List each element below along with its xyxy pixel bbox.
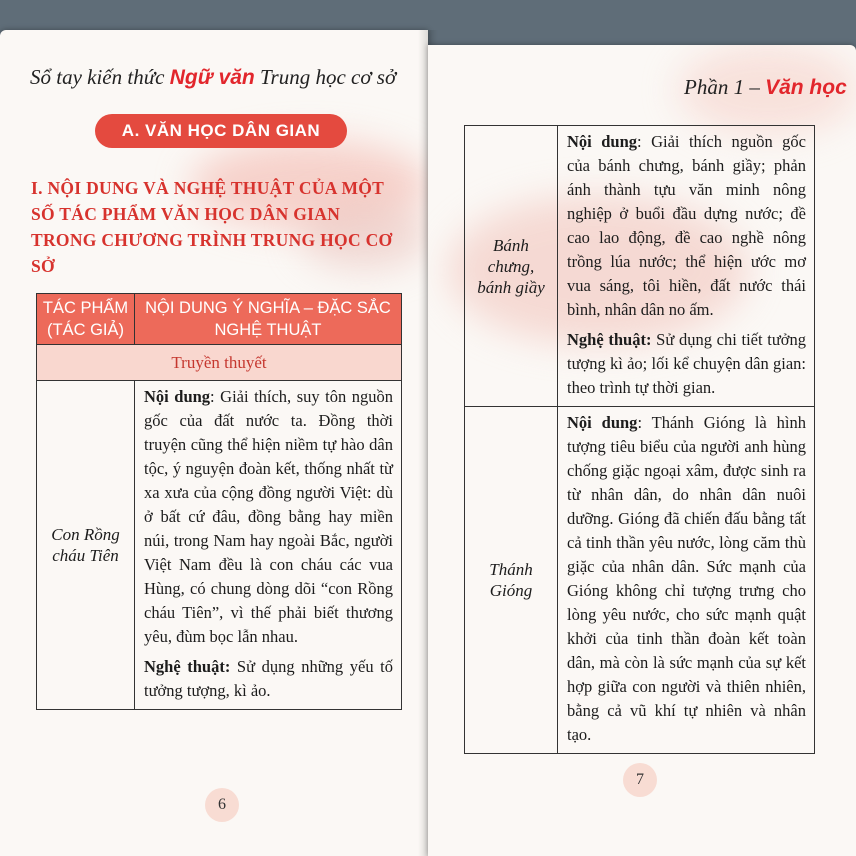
left-page — [0, 30, 428, 856]
work-description: Nội dung: Giải thích nguồn gốc của bánh chưng, bánh giầy; phản ánh thành tựu văn minh nông nghiệp ở buổi đầu dựng nước; đề cao lao động, đề cao nghề nông trồng lúa nước; thể hiện ước mơ vua sáng, tôi hiền, đất nước thái bình, nhân dân no ấm. Nghệ thuật: Sử dụng chi tiết tưởng tượng kì ảo; lối kể chuyện dân gian: theo trình tự thời gian. — [558, 126, 815, 407]
subheading: I. NỘI DUNG VÀ NGHỆ THUẬT CỦA MỘT SỐ TÁC PHẨM VĂN HỌC DÂN GIAN TRONG CHƯƠNG TRÌNH TRUNG HỌC CƠ SỞ — [31, 178, 393, 276]
running-title: Phần 1 – Văn học — [684, 75, 847, 99]
table-header-row — [37, 294, 402, 345]
literature-table — [464, 125, 815, 754]
header-content: NỘI DUNG Ý NGHĨA – ĐẶC SẮC NGHỆ THUẬT — [135, 294, 402, 345]
work-title: Con Rồng cháu Tiên — [37, 381, 135, 710]
category-row — [37, 345, 402, 381]
running-title-accent: Ngữ văn — [169, 66, 255, 89]
page-number: 6 — [205, 788, 239, 822]
running-title-accent: Văn học — [765, 76, 847, 99]
table-row — [465, 126, 815, 407]
work-description: Nội dung: Thánh Gióng là hình tượng tiêu biểu của người anh hùng chống giặc ngoại xâm, được sinh ra từ nhân dân, do nhân dân nuôi dưỡng. Gióng đã chiến đấu bằng tất cả tinh thần yêu nước, lòng căm thù giặc của nhân dân. Sức mạnh của Gióng không chỉ tượng trưng cho lòng yêu nước, cho sức mạnh quật khởi của tinh thần đoàn kết toàn dân, mà còn là sức mạnh của sự kết hợp giữa con người và thiên nhiên, bằng cả vũ khí tự nhiên và nhân tạo. — [558, 407, 815, 754]
work-title: Thánh Gióng — [465, 407, 558, 754]
work-title: Bánh chưng, bánh giầy — [465, 126, 558, 407]
right-page — [428, 45, 856, 856]
section-heading: A. VĂN HỌC DÂN GIAN — [95, 114, 347, 148]
table-row — [37, 381, 402, 710]
header-work: TÁC PHẨM (TÁC GIẢ) — [37, 294, 135, 345]
table-row — [465, 407, 815, 754]
literature-table — [36, 293, 402, 710]
category-label: Truyền thuyết — [37, 345, 402, 381]
page-number: 7 — [623, 763, 657, 797]
work-description: Nội dung: Giải thích, suy tôn nguồn gốc của đất nước ta. Đồng thời truyện cũng thể hiện niềm tự hào dân tộc, ý nguyện đoàn kết, thống nhất từ xa xưa của cộng đồng người Việt: dù ở bất cứ đâu, đồng bằng hay miền núi, trong Nam hay ngoài Bắc, người Việt Nam đều là con cháu các vua Hùng, có chung dòng dõi “con Rồng cháu Tiên”, vì thế phải biết thương yêu, đùm bọc lẫn nhau. Nghệ thuật: Sử dụng những yếu tố tưởng tượng, kì ảo. — [135, 381, 402, 710]
running-title: Sổ tay kiến thức Ngữ văn Trung học cơ sở — [30, 65, 397, 89]
